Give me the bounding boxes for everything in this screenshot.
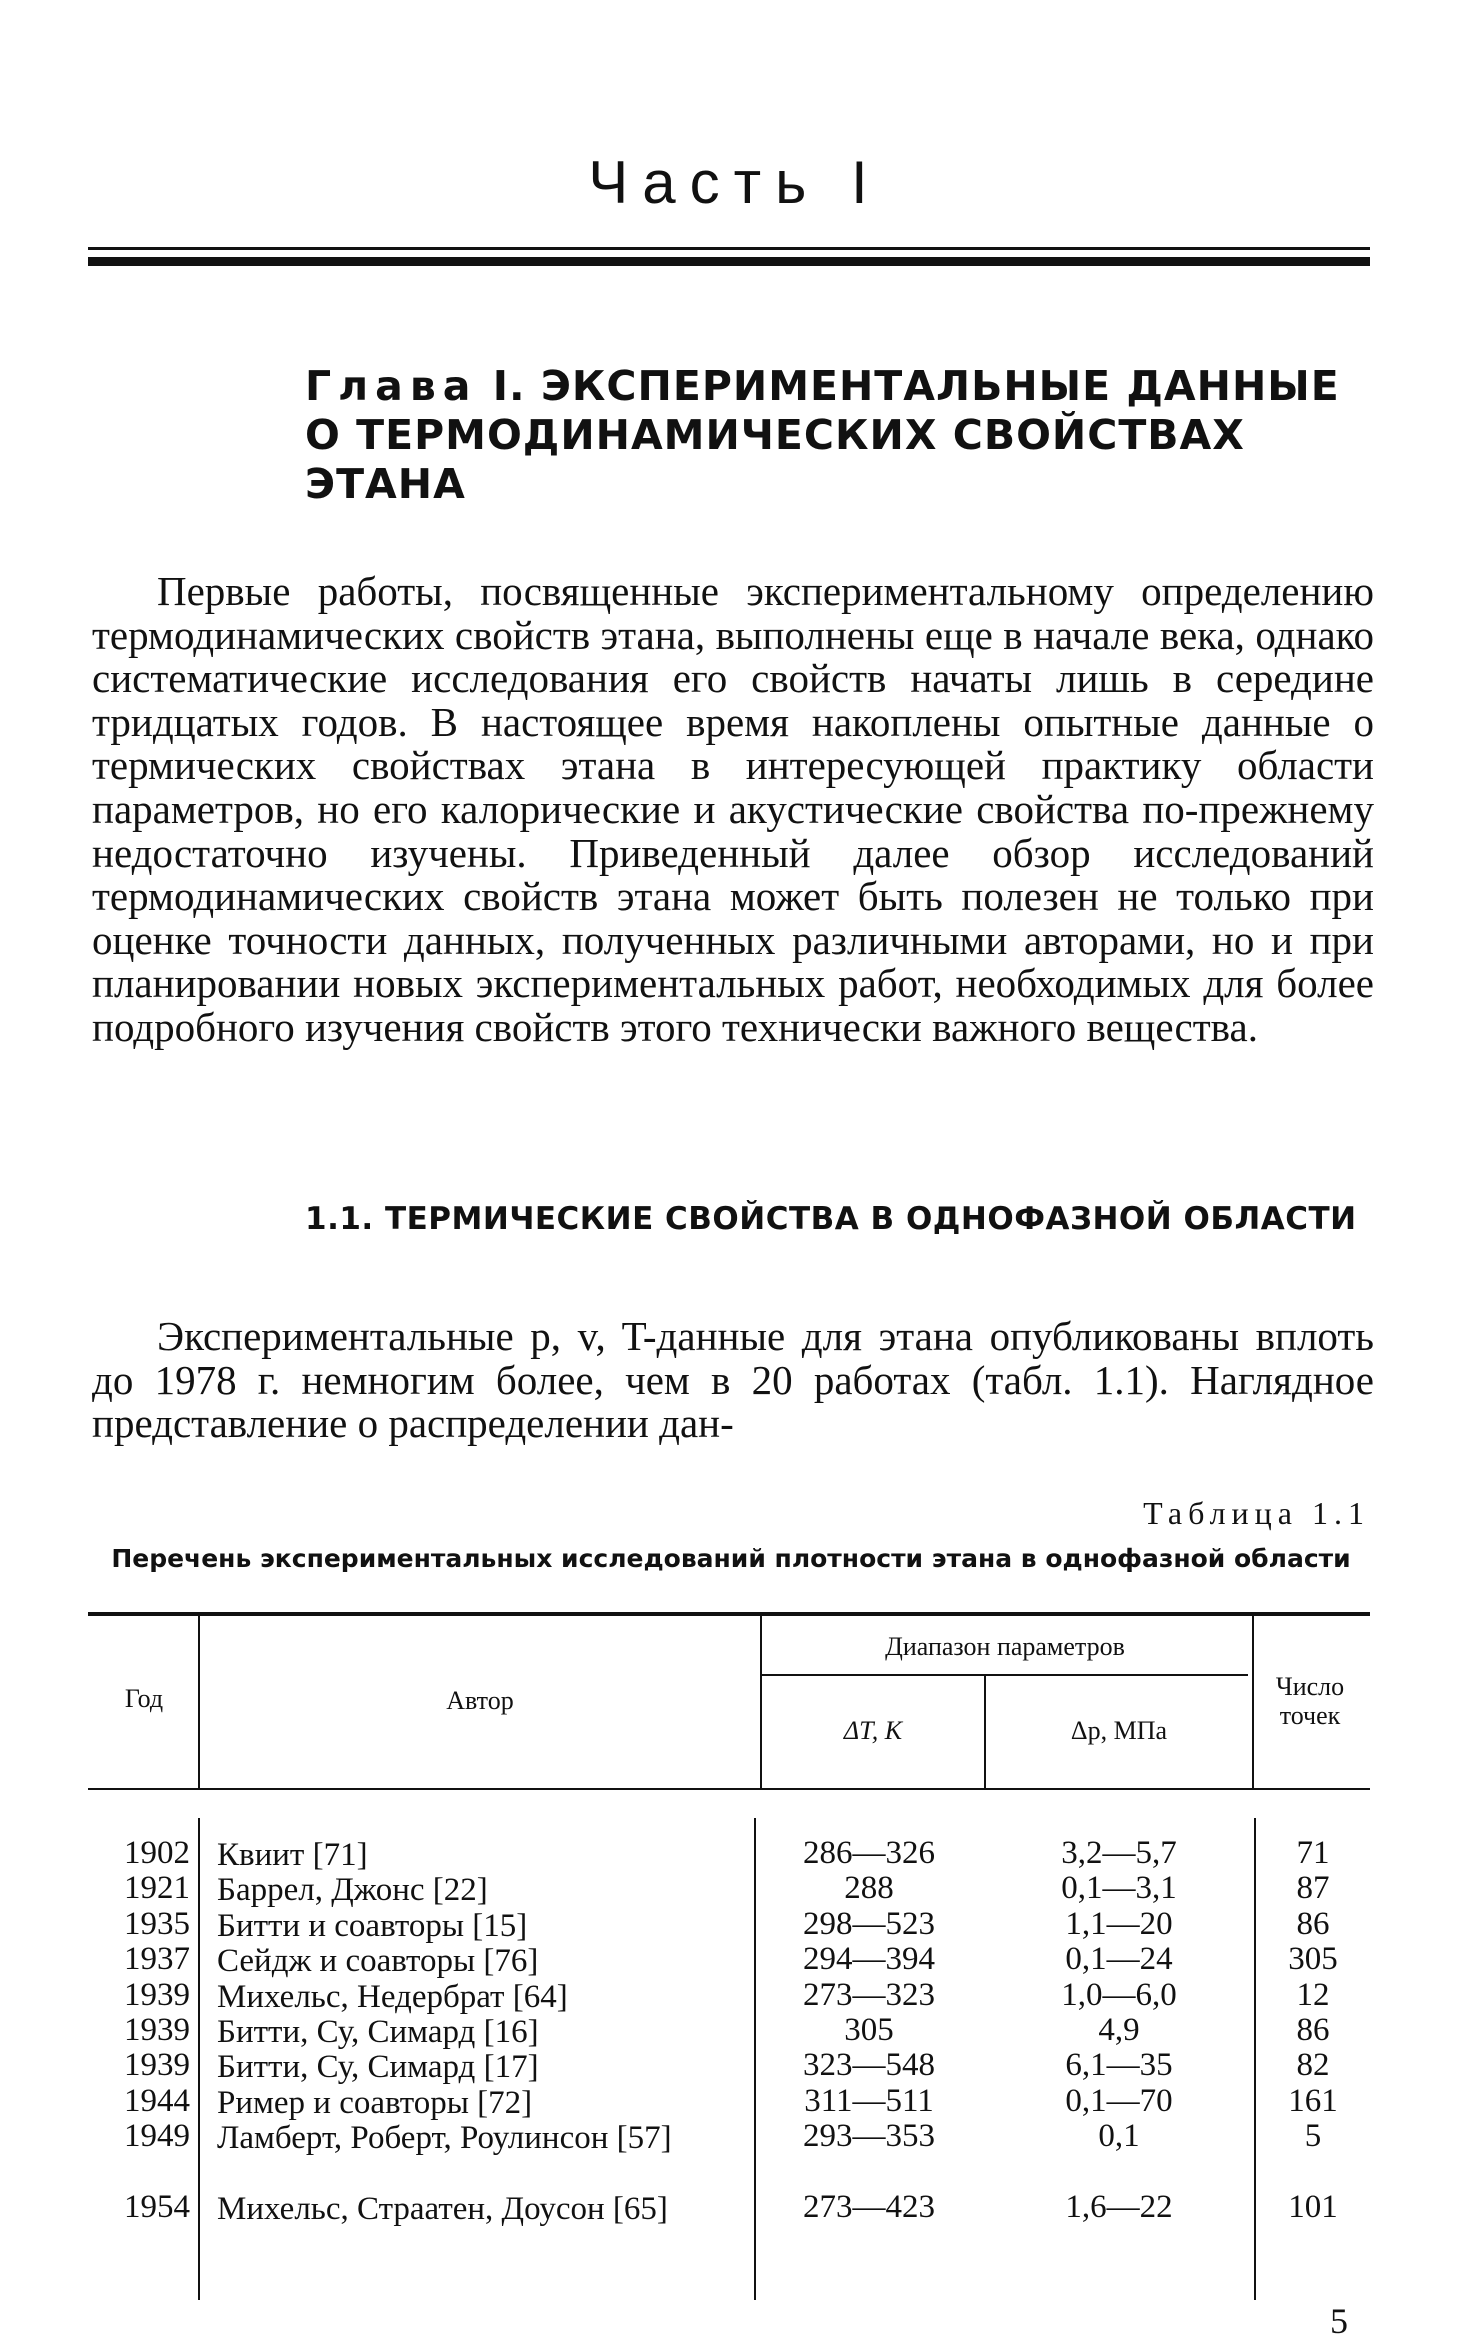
table-cell-author: Михельс, Недербрат [64]: [217, 1978, 568, 2015]
section-title: 1.1. ТЕРМИЧЕСКИЕ СВОЙСТВА В ОДНОФАЗНОЙ ОБЛАСТИ: [305, 1201, 1357, 1237]
table-cell-dt: 305: [844, 2011, 894, 2048]
table-cell-year: 1902: [124, 1835, 190, 1871]
table-cell-dt: 311—511: [804, 2082, 934, 2119]
table-cell-year: 1939: [124, 2011, 190, 2048]
table-cell-points: 87: [1296, 1870, 1330, 1907]
table-cell-dp: 6,1—35: [1065, 2047, 1173, 2084]
page-number: 5: [1330, 2301, 1348, 2341]
table-cell-points: 305: [1288, 1941, 1338, 1978]
table-cell-year: 1949: [124, 2118, 190, 2155]
table-cell-dp: 0,1: [1098, 2118, 1140, 2155]
table-cell-author: Ример и соавторы [72]: [217, 2084, 533, 2121]
table-cell-dt: 323—548: [803, 2047, 935, 2084]
table-body-vline-1: [198, 1818, 200, 2300]
header-points: Число точек: [1275, 1672, 1345, 1730]
table-cell-author: Битти, Су, Симард [16]: [217, 2013, 539, 2050]
table-range-rule: [762, 1674, 1248, 1676]
table-cell-dp: 0,1—70: [1065, 2082, 1173, 2119]
table-header-bottom-rule: [88, 1788, 1370, 1790]
table-cell-points: 101: [1288, 2188, 1338, 2225]
table-cell-year: 1937: [124, 1941, 190, 1978]
table-caption: Перечень экспериментальных исследований плотности этана в однофазной области: [111, 1544, 1351, 1573]
header-dp: Δp, МПа: [1070, 1716, 1168, 1745]
table-cell-points: 82: [1296, 2047, 1330, 2084]
table-label: Таблица 1.1: [1143, 1495, 1370, 1531]
part-title: Часть I: [588, 149, 882, 216]
table-cell-author: Баррел, Джонс [22]: [217, 1872, 488, 1909]
table-cell-author: Квиит [71]: [217, 1837, 368, 1873]
table-cell-author: Битти и соавторы [15]: [217, 1907, 528, 1944]
table-cell-year: 1939: [124, 1976, 190, 2013]
table-cell-year: 1944: [124, 2082, 190, 2119]
table-cell-dp: 1,6—22: [1065, 2188, 1173, 2225]
table-vline-4: [1252, 1616, 1254, 1788]
table-cell-dp: 4,9: [1098, 2011, 1140, 2048]
header-year: Год: [124, 1684, 164, 1713]
table-cell-year: 1954: [124, 2188, 190, 2225]
intro-paragraph: Первые работы, посвященные экспериментальному определению термодинамических свойств этана, выполнены еще в начале века, однако систематические исследования его свойств начаты лишь в середине тридцатых годов. В настоящее время накоплены опытные данные о термических свойствах этана в интересующей практику области параметров, но его калорические и акустические свойства по-прежнему недостаточно изучены. Приведенный далее обзор исследований термодинамических свойств этана может быть полезен не только при оценке точности данных, полученных различными авторами, но и при планировании новых экспериментальных работ, необходимых для более подробного изучения свойств этого технически важного вещества.: [92, 568, 1374, 1050]
header-dt: ΔT, K: [843, 1716, 903, 1745]
header-rule-thin: [88, 247, 1370, 250]
table-cell-dp: 0,1—3,1: [1061, 1870, 1177, 1907]
table-cell-points: 12: [1296, 1976, 1330, 2013]
chapter-prefix: Глава: [305, 362, 478, 410]
header-rule-thick: [88, 257, 1370, 266]
table-top-rule: [88, 1612, 1370, 1616]
chapter-title: [305, 362, 1365, 509]
column-author: [217, 1838, 747, 2263]
table-cell-dt: 273—423: [803, 2188, 935, 2225]
table-cell-dt: 288: [844, 1870, 894, 1907]
table-body-vline-3: [1254, 1818, 1256, 2300]
table-cell-points: 5: [1304, 2118, 1322, 2155]
table-cell-points: 71: [1296, 1835, 1330, 1871]
table-cell-dp: 0,1—24: [1065, 1941, 1173, 1978]
column-points: [1258, 1836, 1368, 2261]
table-cell-points: 86: [1296, 1905, 1330, 1942]
table-cell-author: Михельс, Страатен, Доусон [65]: [217, 2190, 668, 2227]
table-cell-author: Битти, Су, Симард [17]: [217, 2049, 539, 2086]
table-cell-dt: 298—523: [803, 1905, 935, 1942]
table-cell-points: 86: [1296, 2011, 1330, 2048]
table-cell-year: 1921: [124, 1870, 190, 1907]
column-year: [92, 1836, 190, 2261]
table-cell-year: 1935: [124, 1905, 190, 1942]
section-paragraph: Экспериментальные p, v, T-данные для этана опубликованы вплоть до 1978 г. немногим более, чем в 20 работах (табл. 1.1). Наглядное представление о распределении дан-: [92, 1313, 1374, 1447]
table-cell-dp: 1,1—20: [1065, 1905, 1173, 1942]
header-author: Автор: [446, 1686, 514, 1715]
table-cell-author: Ламберт, Роберт, Роулинсон [57]: [217, 2120, 672, 2157]
table-body-vline-2: [754, 1818, 756, 2300]
table-cell-dt: 286—326: [803, 1835, 935, 1871]
table-cell-dp: 1,0—6,0: [1061, 1976, 1177, 2013]
column-dp: [985, 1836, 1253, 2261]
table-cell-points: 161: [1288, 2082, 1338, 2119]
table-cell-author: Сейдж и соавторы [76]: [217, 1943, 539, 1980]
table-cell-dt: 293—353: [803, 2118, 935, 2155]
table-cell-year: 1939: [124, 2047, 190, 2084]
header-range: Диапазон параметров: [885, 1632, 1125, 1661]
chapter-title-text: I. ЭКСПЕРИМЕНТАЛЬНЫЕ ДАННЫЕ О ТЕРМОДИНАМИЧЕСКИХ СВОЙСТВАХ ЭТАНА: [305, 362, 1340, 508]
table-cell-dp: 3,2—5,7: [1061, 1835, 1177, 1871]
table-cell-dt: 273—323: [803, 1976, 935, 2013]
column-dt: [758, 1836, 980, 2261]
table-cell-dt: 294—394: [803, 1941, 935, 1978]
